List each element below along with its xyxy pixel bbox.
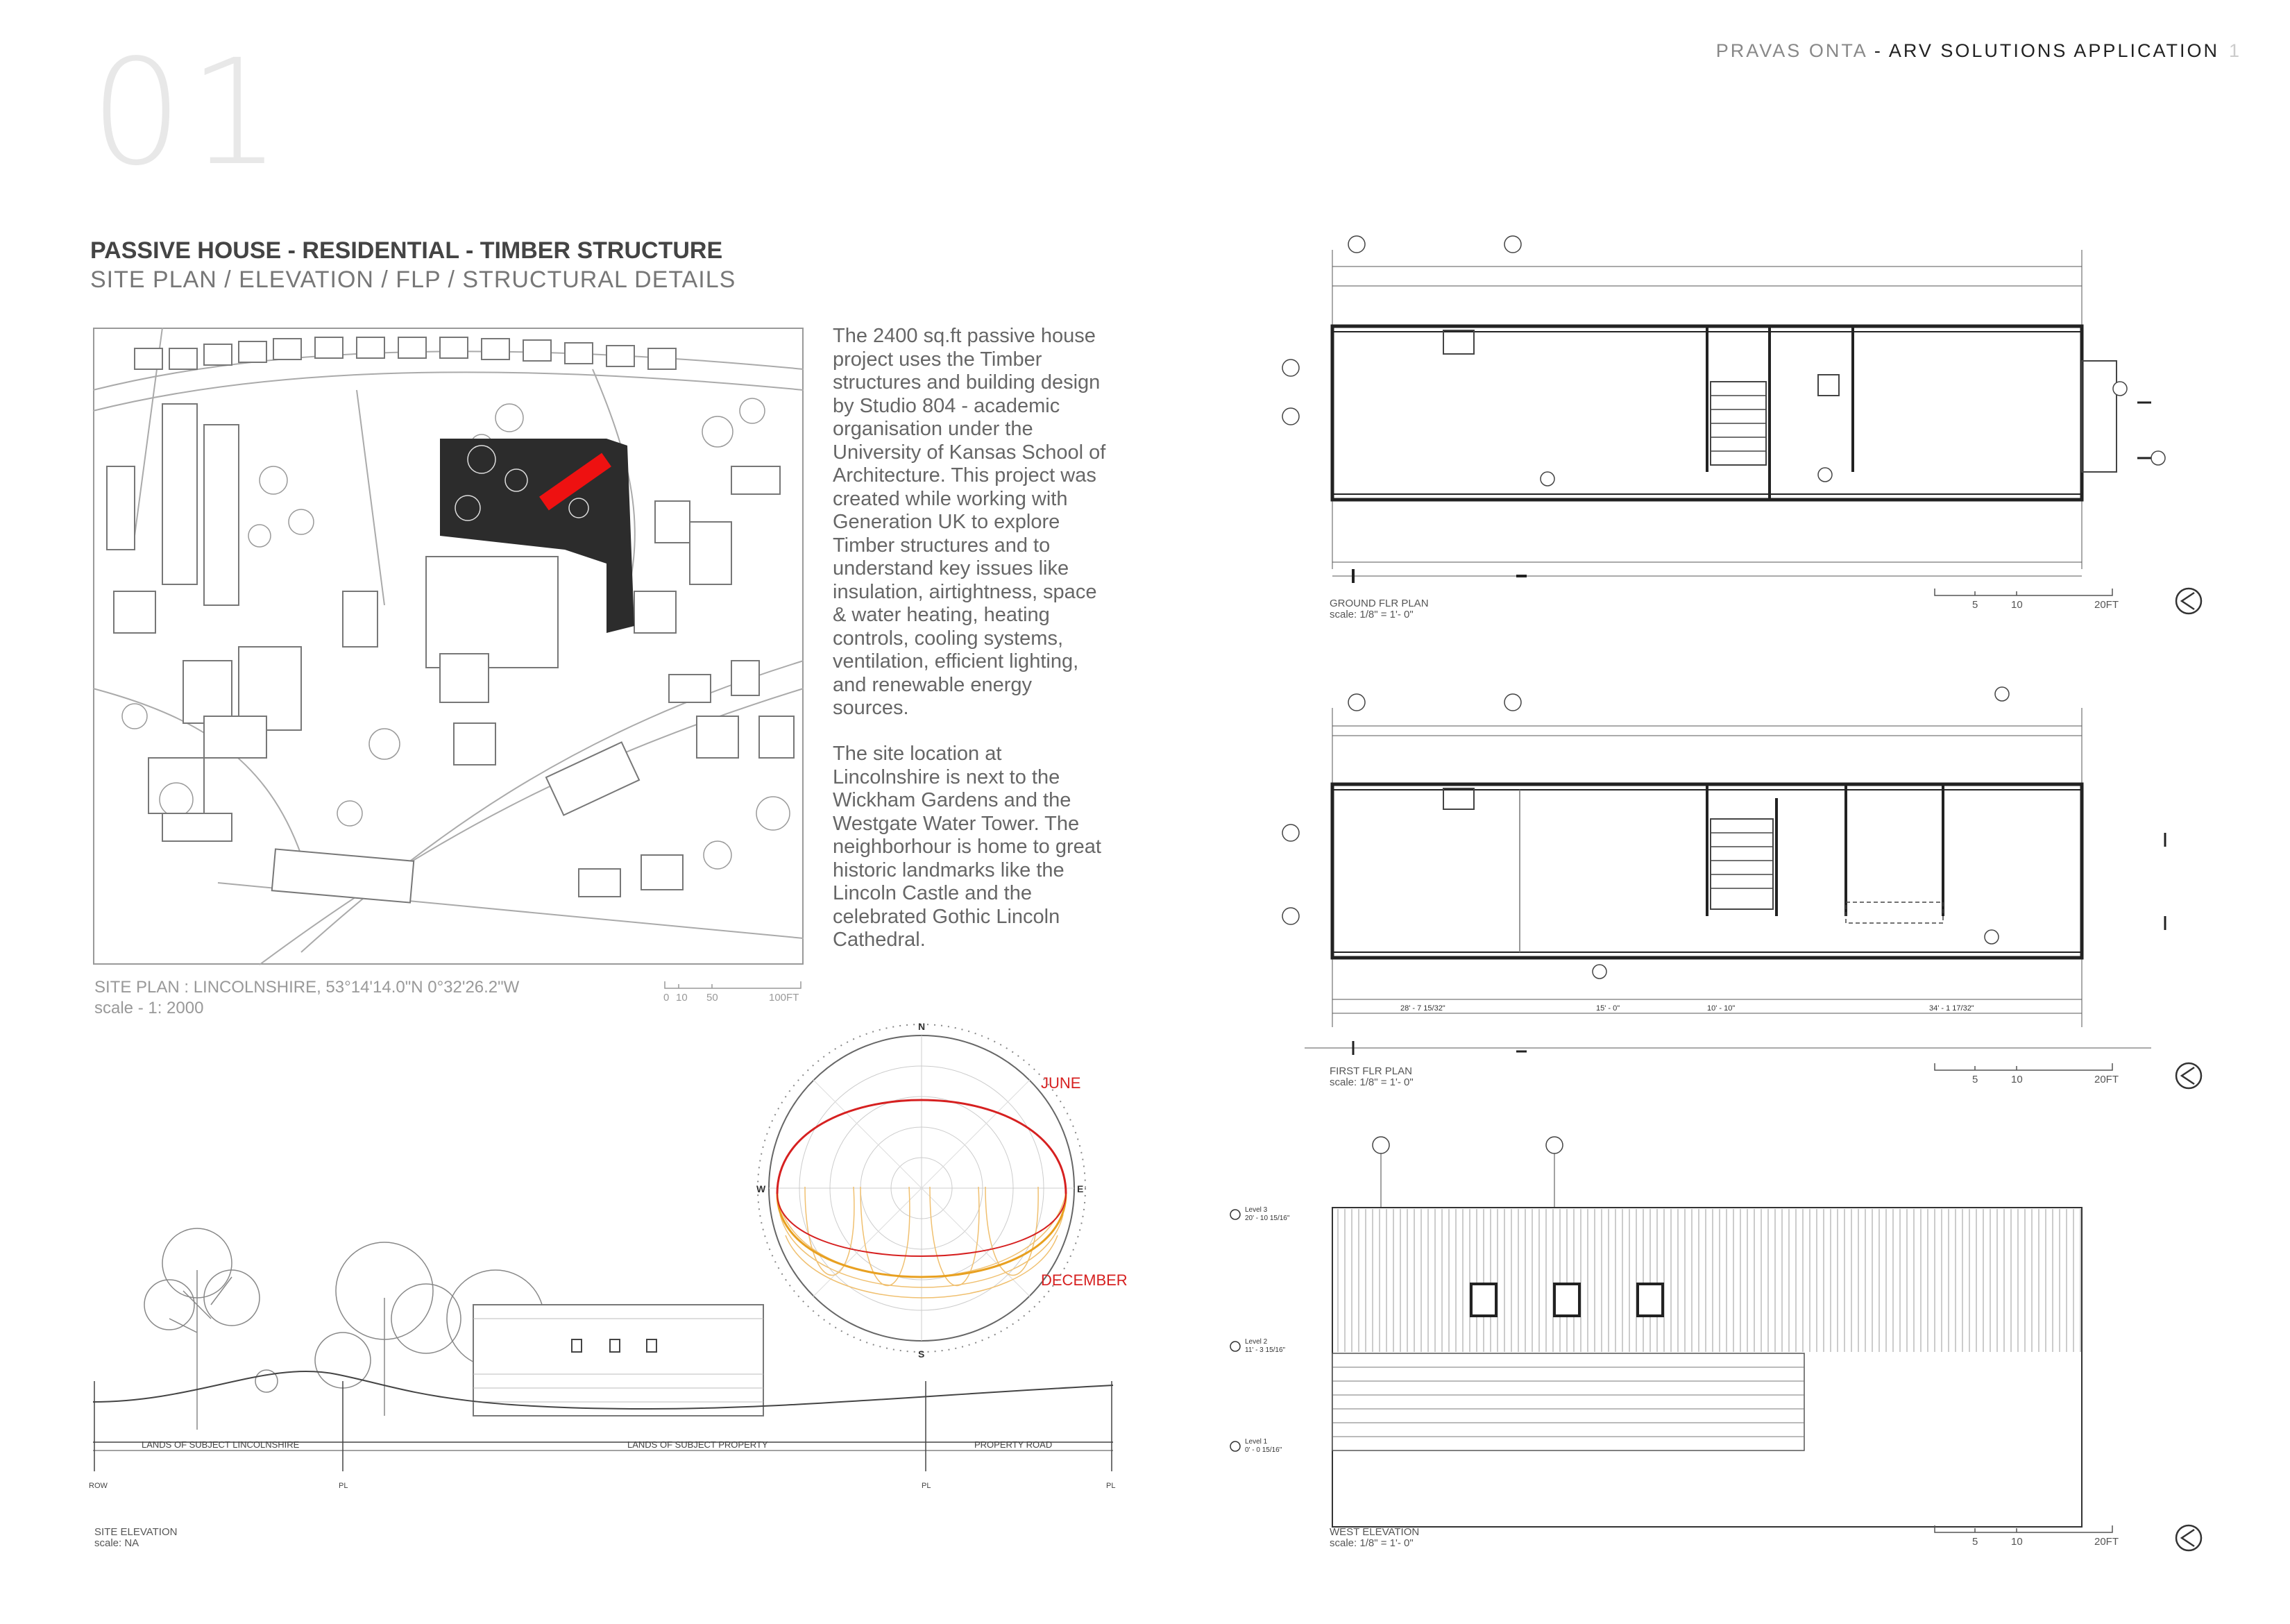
west-elevation-caption: WEST ELEVATION: [1330, 1526, 1420, 1538]
site-elevation-caption-block: [94, 1527, 177, 1549]
level-height: 20' - 10 15/16": [1245, 1215, 1290, 1222]
site-elevation-caption: SITE ELEVATION: [94, 1526, 178, 1538]
level-height: 11' - 3 15/16": [1245, 1346, 1286, 1354]
scalebar-label: 5: [1972, 599, 1978, 611]
first-floor-scalebar: [1933, 1062, 2119, 1090]
first-floor-plan-drawing: [1221, 666, 2179, 1055]
site-elevation-marker: PL: [922, 1482, 931, 1490]
site-elevation-marker: PL: [339, 1482, 348, 1490]
scalebar-label: 20FT: [2094, 1074, 2119, 1085]
ground-floor-plan-drawing: [1221, 208, 2179, 597]
scalebar-label: 50: [706, 992, 718, 1004]
west-elevation-scale: scale: 1/8" = 1'- 0": [1330, 1537, 1414, 1549]
site-elevation-label: LANDS OF SUBJECT PROPERTY: [627, 1439, 768, 1450]
ground-floor-scale: scale: 1/8" = 1'- 0": [1330, 609, 1414, 620]
level-name: Level 2: [1245, 1338, 1268, 1346]
header-separator: -: [1867, 40, 1889, 61]
dimension-label: 34' - 1 17/32": [1929, 1004, 1974, 1013]
project-title: PASSIVE HOUSE - RESIDENTIAL - TIMBER STRUCTURE: [90, 237, 723, 264]
ground-floor-caption: GROUND FLR PLAN: [1330, 598, 1429, 609]
west-elevation-caption-block: [1330, 1527, 1419, 1549]
first-floor-caption: FIRST FLR PLAN: [1330, 1065, 1412, 1077]
level-name: Level 1: [1245, 1438, 1268, 1446]
scalebar-label: 5: [1972, 1074, 1978, 1085]
ground-floor-scalebar: [1933, 587, 2119, 615]
ground-floor-caption-block: [1330, 598, 1429, 620]
site-elevation-label: LANDS OF SUBJECT LINCOLNSHIRE: [142, 1439, 300, 1450]
page-header: [1716, 40, 2241, 62]
first-floor-scale: scale: 1/8" = 1'- 0": [1330, 1076, 1414, 1088]
description-paragraph-1: The 2400 sq.ft passive house project uses the Timber structures and building design by Studio 804 - academic organisation under the University of Kansas School of Architecture. This project was created while working with Generation UK to explore Timber structures and to understand key issues like insulation, airtightness, space & water heating, heating controls, cooling systems, ventilation, efficient lighting, and renewable energy sources.: [833, 325, 1106, 719]
site-elevation-scale: scale: NA: [94, 1537, 139, 1549]
first-floor-caption-block: [1330, 1066, 1414, 1088]
site-elevation-marker: ROW: [89, 1482, 108, 1490]
project-subtitle: SITE PLAN / ELEVATION / FLP / STRUCTURAL DETAILS: [90, 267, 736, 293]
site-plan-scale: scale - 1: 2000: [94, 999, 204, 1017]
west-elevation-drawing: [1221, 1131, 2179, 1520]
scalebar-label: 10: [2011, 1536, 2023, 1548]
west-elevation-scalebar: [1933, 1524, 2119, 1552]
site-plan-map: [93, 328, 804, 965]
scalebar-label: 5: [1972, 1536, 1978, 1548]
level-name: Level 3: [1245, 1206, 1268, 1214]
header-application: ARV SOLUTIONS APPLICATION: [1888, 40, 2219, 61]
header-author: PRAVAS ONTA: [1715, 40, 1867, 61]
level-height: 0' - 0 15/16": [1245, 1446, 1282, 1454]
dimension-label: 10' - 10": [1707, 1004, 1736, 1013]
scalebar-label: 10: [676, 992, 688, 1004]
north-arrow-icon: [2173, 1060, 2204, 1091]
header-page-number: 1: [2228, 40, 2241, 61]
scalebar-label: 10: [2011, 599, 2023, 611]
compass-north: N: [918, 1021, 926, 1032]
site-plan-scalebar: [663, 980, 802, 1005]
compass-west: W: [756, 1183, 766, 1194]
site-plan-caption-block: [94, 977, 519, 1019]
description-paragraph-2: The site location at Lincolnshire is next to the Wickham Gardens and the Westgate Water Tower. The neighborhour is home to great historic landmarks like the Lincoln Castle and the celebrated Gothic Lincoln Cathedral.: [833, 743, 1101, 951]
site-elevation-label: PROPERTY ROAD: [974, 1439, 1053, 1450]
site-plan-caption: SITE PLAN : LINCOLNSHIRE, 53°14'14.0"N 0°32'26.2"W: [94, 978, 520, 997]
page-number-large: 01: [90, 28, 287, 198]
scalebar-label: 10: [2011, 1074, 2023, 1085]
site-elevation-drawing: [89, 1152, 1116, 1499]
scalebar-label: 20FT: [2094, 599, 2119, 611]
compass-east: E: [1077, 1183, 1084, 1194]
compass-south: S: [918, 1348, 925, 1360]
dimension-label: 28' - 7 15/32": [1400, 1004, 1445, 1013]
north-arrow-icon: [2173, 1523, 2204, 1553]
sun-label-december: DECEMBER: [1041, 1271, 1128, 1289]
scalebar-label: 0: [663, 992, 670, 1004]
sun-label-june: JUNE: [1041, 1074, 1081, 1092]
scalebar-label: 100FT: [769, 992, 799, 1004]
scalebar-label: 20FT: [2094, 1536, 2119, 1548]
north-arrow-icon: [2173, 586, 2204, 616]
dimension-label: 15' - 0": [1596, 1004, 1620, 1013]
site-elevation-marker: PL: [1106, 1482, 1116, 1490]
